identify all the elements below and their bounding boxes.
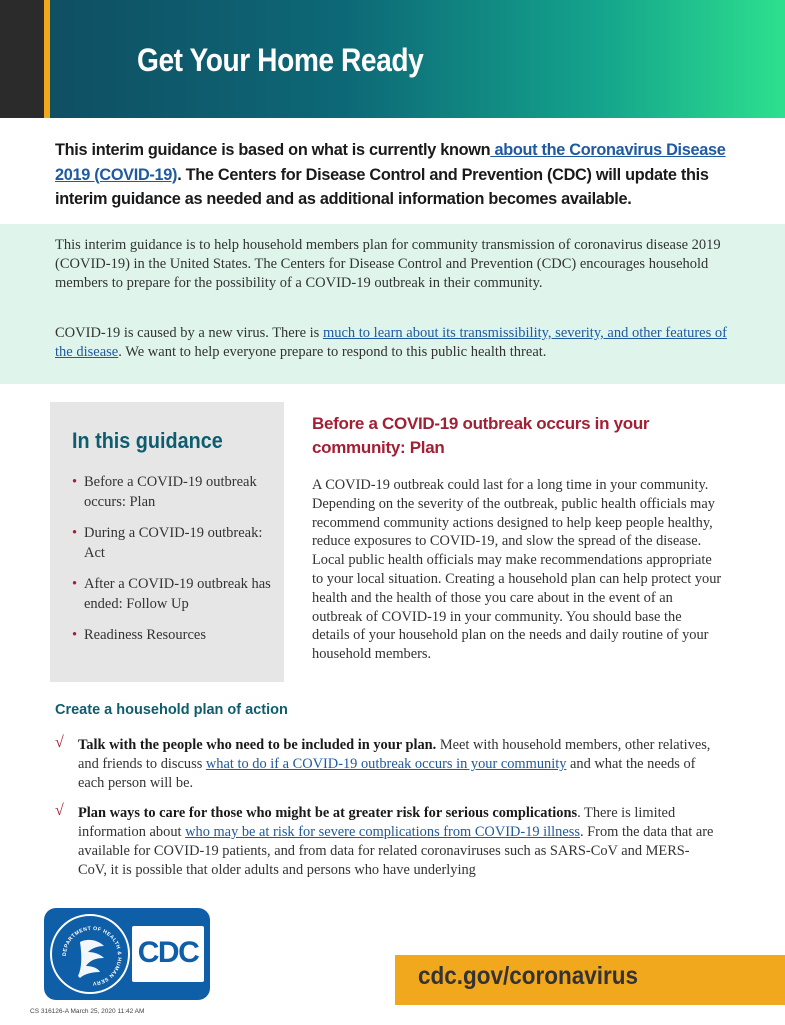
plan-heading: Create a household plan of action xyxy=(55,702,288,718)
cdc-wordmark-text: CDC xyxy=(137,936,199,969)
hhs-seal-icon xyxy=(50,914,130,994)
overview-disease-link[interactable]: much to learn about its transmissibility, severity, and other features of the disease xyxy=(55,325,727,360)
intro-text: This interim guidance is based on what is currently known xyxy=(55,141,491,159)
guidance-sidebar-title: In this guidance xyxy=(72,428,223,453)
plan-item-text-after: . From the data that are available for COVID-19 patients, and from data for related coronaviruses such as SARS-CoV and MERS-CoV, it is possible that older adults and persons who have underlying xyxy=(78,824,714,878)
plan-item-text: Meet with household members, other relatives, and friends to discuss xyxy=(78,737,711,772)
guidance-list xyxy=(72,472,272,656)
page-title: Get Your Home Ready xyxy=(137,42,424,78)
plan-outbreak-link[interactable]: what to do if a COVID-19 outbreak occurs in your community xyxy=(205,756,567,772)
plan-risk-link[interactable]: who may be at risk for severe complications from COVID-19 illness xyxy=(185,824,580,840)
intro-covid-link[interactable]: about the Coronavirus Disease 2019 (COVID-19) xyxy=(55,141,726,184)
checkmark-icon: √ xyxy=(55,734,64,751)
hhs-seal-graphic xyxy=(52,916,132,996)
cdc-wordmark xyxy=(132,926,204,982)
overview-text: COVID-19 is caused by a new virus. There is xyxy=(55,325,323,341)
plan-item-lead: Plan ways to care for those who might be at greater risk for serious complications xyxy=(78,805,578,821)
intro-text-after: . The Centers for Disease Control and Prevention (CDC) will update this interim guidance as needed and as additional information becomes available. xyxy=(55,165,709,208)
section-heading: Before a COVID-19 outbreak occurs in your community: Plan xyxy=(312,414,650,457)
overview-paragraph-2 xyxy=(55,324,735,362)
guidance-item-label: During a COVID-19 outbreak: Act xyxy=(84,525,263,561)
overview-text-after: . We want to help everyone prepare to respond to this public health threat. xyxy=(118,344,547,360)
bullet-icon: • xyxy=(72,525,78,541)
plan-item-care xyxy=(78,804,718,880)
guidance-item-act xyxy=(72,523,272,563)
bullet-icon: • xyxy=(72,474,78,490)
checkmark-icon: √ xyxy=(55,802,64,819)
plan-item-talk xyxy=(78,736,718,793)
guidance-item-plan xyxy=(72,472,272,512)
header-side-bar xyxy=(0,0,44,118)
document-id: CS 316126-A March 25, 2020 11:42 AM xyxy=(30,1008,145,1015)
hhs-cdc-logo xyxy=(44,908,210,1000)
plan-item-text-after: and what the needs of each person will be. xyxy=(78,756,696,791)
guidance-item-resources xyxy=(72,625,272,645)
guidance-item-label: After a COVID-19 outbreak has ended: Follow Up xyxy=(84,576,271,612)
guidance-item-label: Before a COVID-19 outbreak occurs: Plan xyxy=(84,474,257,510)
intro-statement xyxy=(55,138,735,212)
overview-paragraph-1: This interim guidance is to help household members plan for community transmission of coronavirus disease 2019 (COVID-19) in the United States. The Centers for Disease Control and Prevention (CDC) encourages household members to prepare for the possibility of a COVID-19 outbreak in their community. xyxy=(55,237,721,291)
bullet-icon: • xyxy=(72,627,78,643)
guidance-item-follow-up xyxy=(72,574,272,614)
plan-item-lead: Talk with the people who need to be included in your plan. xyxy=(78,737,437,753)
footer-url-link[interactable]: cdc.gov/coronavirus xyxy=(418,962,639,990)
seal-text: DEPARTMENT OF HEALTH & HUMAN SERV xyxy=(61,925,123,987)
plan-item-text: . There is limited information about xyxy=(78,805,676,840)
guidance-item-label: Readiness Resources xyxy=(84,627,207,643)
section-body: A COVID-19 outbreak could last for a long time in your community. Depending on the severity of the outbreak, public health officials may recommend community actions designed to help keep people healthy, reduce exposures to COVID-19, and slow the spread of the disease. Local public health officials may make recommendations appropriate to your local situation. Creating a household plan can help protect your health and the health of those you care about in the event of an outbreak of COVID-19 in your community. You should base the details of your household plan on the needs and daily routine of your household members. xyxy=(312,477,722,663)
bullet-icon: • xyxy=(72,576,78,592)
